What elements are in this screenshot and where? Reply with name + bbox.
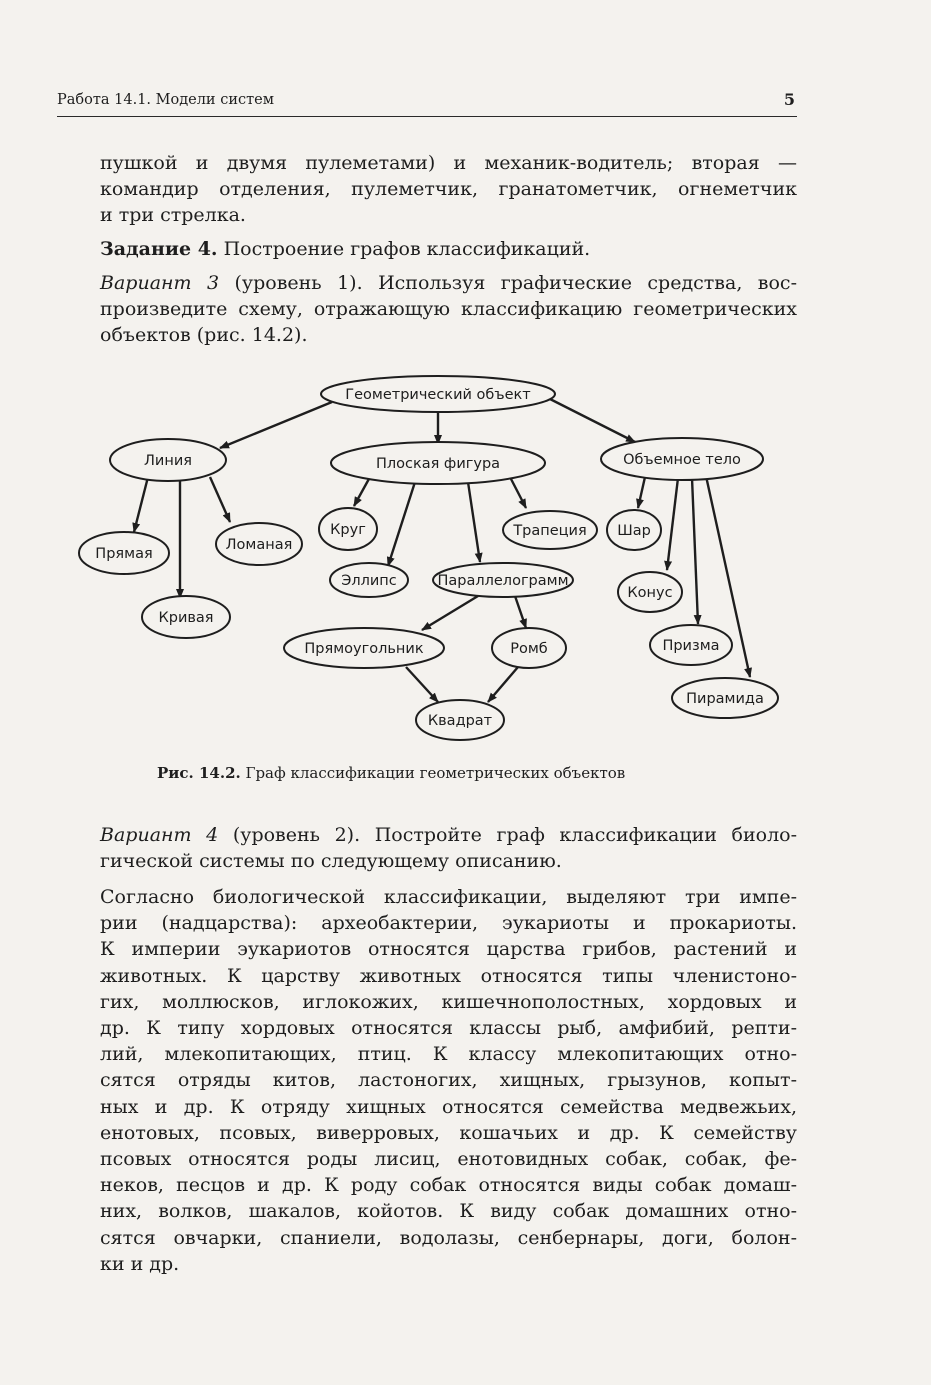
node-polyline (216, 523, 302, 565)
node-label: Призма (662, 638, 720, 654)
edge-solid-cone (667, 478, 678, 570)
task4-heading (100, 236, 797, 262)
text-line: др. К типу хордовых относятся классы рыб, амфибий, репти- (100, 1017, 797, 1040)
text-line: сятся овчарки, спаниели, водолазы, сенбернары, доги, болон- (100, 1226, 797, 1249)
edge-geom-solid (548, 398, 635, 442)
text-line: ки и др. (100, 1252, 180, 1275)
text-line: К империи эукариотов относятся царства грибов, растений и (100, 938, 797, 961)
node-curve (142, 596, 230, 638)
node-straight (79, 532, 169, 574)
edge-line-straight (134, 477, 148, 532)
text-line: сятся отряды китов, ластоногих, хищных, грызунов, копыт- (100, 1069, 797, 1092)
node-label: Шар (617, 523, 651, 539)
variant3-paragraph (100, 270, 797, 349)
text-line: пушкой и двумя пулеметами) и механик-водитель; вторая — (100, 152, 797, 174)
node-label: Пирамида (686, 691, 764, 707)
node-label: Линия (144, 453, 192, 469)
text-line: лий, млекопитающих, птиц. К классу млекопитающих отно- (100, 1043, 797, 1066)
node-label: Плоская фигура (375, 456, 501, 472)
text-line: командир отделения, пулеметчик, гранатометчик, огнеметчик (100, 178, 797, 201)
variant3-line1: (уровень 1). Используя графические средства, вос- (219, 272, 797, 294)
text-line: гической системы по следующему описанию. (100, 850, 562, 873)
variant3-label: Вариант 3 (100, 272, 220, 294)
node-label: Квадрат (427, 713, 493, 729)
node-circle (319, 508, 377, 550)
node-solid (601, 438, 763, 480)
edge-rect-square (406, 667, 438, 702)
node-line (110, 439, 226, 481)
node-label: Конус (627, 585, 673, 601)
node-trapezoid (503, 511, 597, 549)
node-rhombus (492, 628, 566, 668)
edge-para-rect (422, 596, 478, 630)
node-label: Параллелограмм (437, 573, 569, 589)
node-label: Круг (330, 522, 366, 538)
variant4-label: Вариант 4 (100, 824, 219, 846)
text-line: животных. К царству животных относятся типы членистоно- (100, 964, 797, 987)
edge-rhombus-square (488, 667, 518, 702)
node-label: Трапеция (513, 523, 587, 539)
task4-label: Задание 4. (100, 238, 218, 260)
edge-plane-parallelogram (468, 482, 480, 562)
node-label: Ломаная (225, 537, 293, 553)
classification-graph (70, 372, 800, 752)
node-plane-figure (331, 442, 545, 484)
node-parallelogram (433, 563, 573, 597)
variant4-paragraph (100, 822, 797, 874)
body-paragraph (100, 884, 797, 1277)
node-square (416, 700, 504, 740)
figure-caption (157, 764, 797, 782)
text-line: объектов (рис. 14.2). (100, 324, 308, 347)
node-label: Ромб (510, 641, 548, 657)
caption-text: Граф классификации геометрических объектов (240, 764, 626, 782)
node-label: Прямоугольник (304, 641, 424, 657)
edge-plane-trapezoid (510, 477, 526, 508)
text-line: енотовых, псовых, виверровых, кошачьих и др. К семейству (100, 1121, 797, 1144)
page-number: 5 (783, 90, 795, 109)
edge-line-polyline (210, 477, 230, 522)
text-line: и три стрелка. (100, 204, 246, 227)
edge-plane-circle (354, 477, 370, 506)
edge-plane-ellipse (388, 482, 415, 566)
variant4-line1: (уровень 2). Постройте граф классификации биоло- (218, 824, 798, 846)
node-label: Геометрический объект (345, 387, 531, 403)
running-header (57, 90, 797, 117)
text-line: гих, моллюсков, иглокожих, кишечнополостных, хордовых и (100, 990, 797, 1013)
intro-paragraph (100, 150, 797, 229)
text-line: произведите схему, отражающую классификацию геометрических (100, 298, 797, 321)
text-line: Согласно биологической классификации, выделяют три импе- (100, 886, 797, 908)
node-rectangle (284, 628, 444, 668)
node-label: Объемное тело (623, 452, 741, 468)
node-label: Прямая (95, 546, 153, 562)
task4-text: Построение графов классификаций. (217, 238, 591, 260)
edge-para-rhombus (515, 596, 526, 628)
node-label: Эллипс (341, 573, 397, 589)
text-line: них, волков, шакалов, койотов. К виду собак домашних отно- (100, 1200, 797, 1223)
edge-solid-sphere (638, 477, 645, 508)
caption-label: Рис. 14.2. (157, 764, 241, 782)
node-sphere (607, 510, 661, 550)
node-ellipse (330, 563, 408, 597)
text-line: ных и др. К отряду хищных относятся семейства медвежьих, (100, 1095, 797, 1118)
edge-geom-line (220, 402, 332, 448)
edge-solid-prism (692, 478, 698, 624)
node-cone (618, 572, 682, 612)
text-line: рии (надцарства): археобактерии, эукариоты и прокариоты. (100, 912, 797, 935)
node-label: Кривая (158, 610, 214, 626)
node-geom-object (321, 376, 555, 412)
text-line: псовых относятся роды лисиц, енотовидных собак, собак, фе- (100, 1148, 797, 1171)
text-line: неков, песцов и др. К роду собак относятся виды собак домаш- (100, 1174, 797, 1197)
node-prism (650, 625, 732, 665)
header-title: Работа 14.1. Модели систем (57, 92, 274, 108)
node-pyramid (672, 678, 778, 718)
